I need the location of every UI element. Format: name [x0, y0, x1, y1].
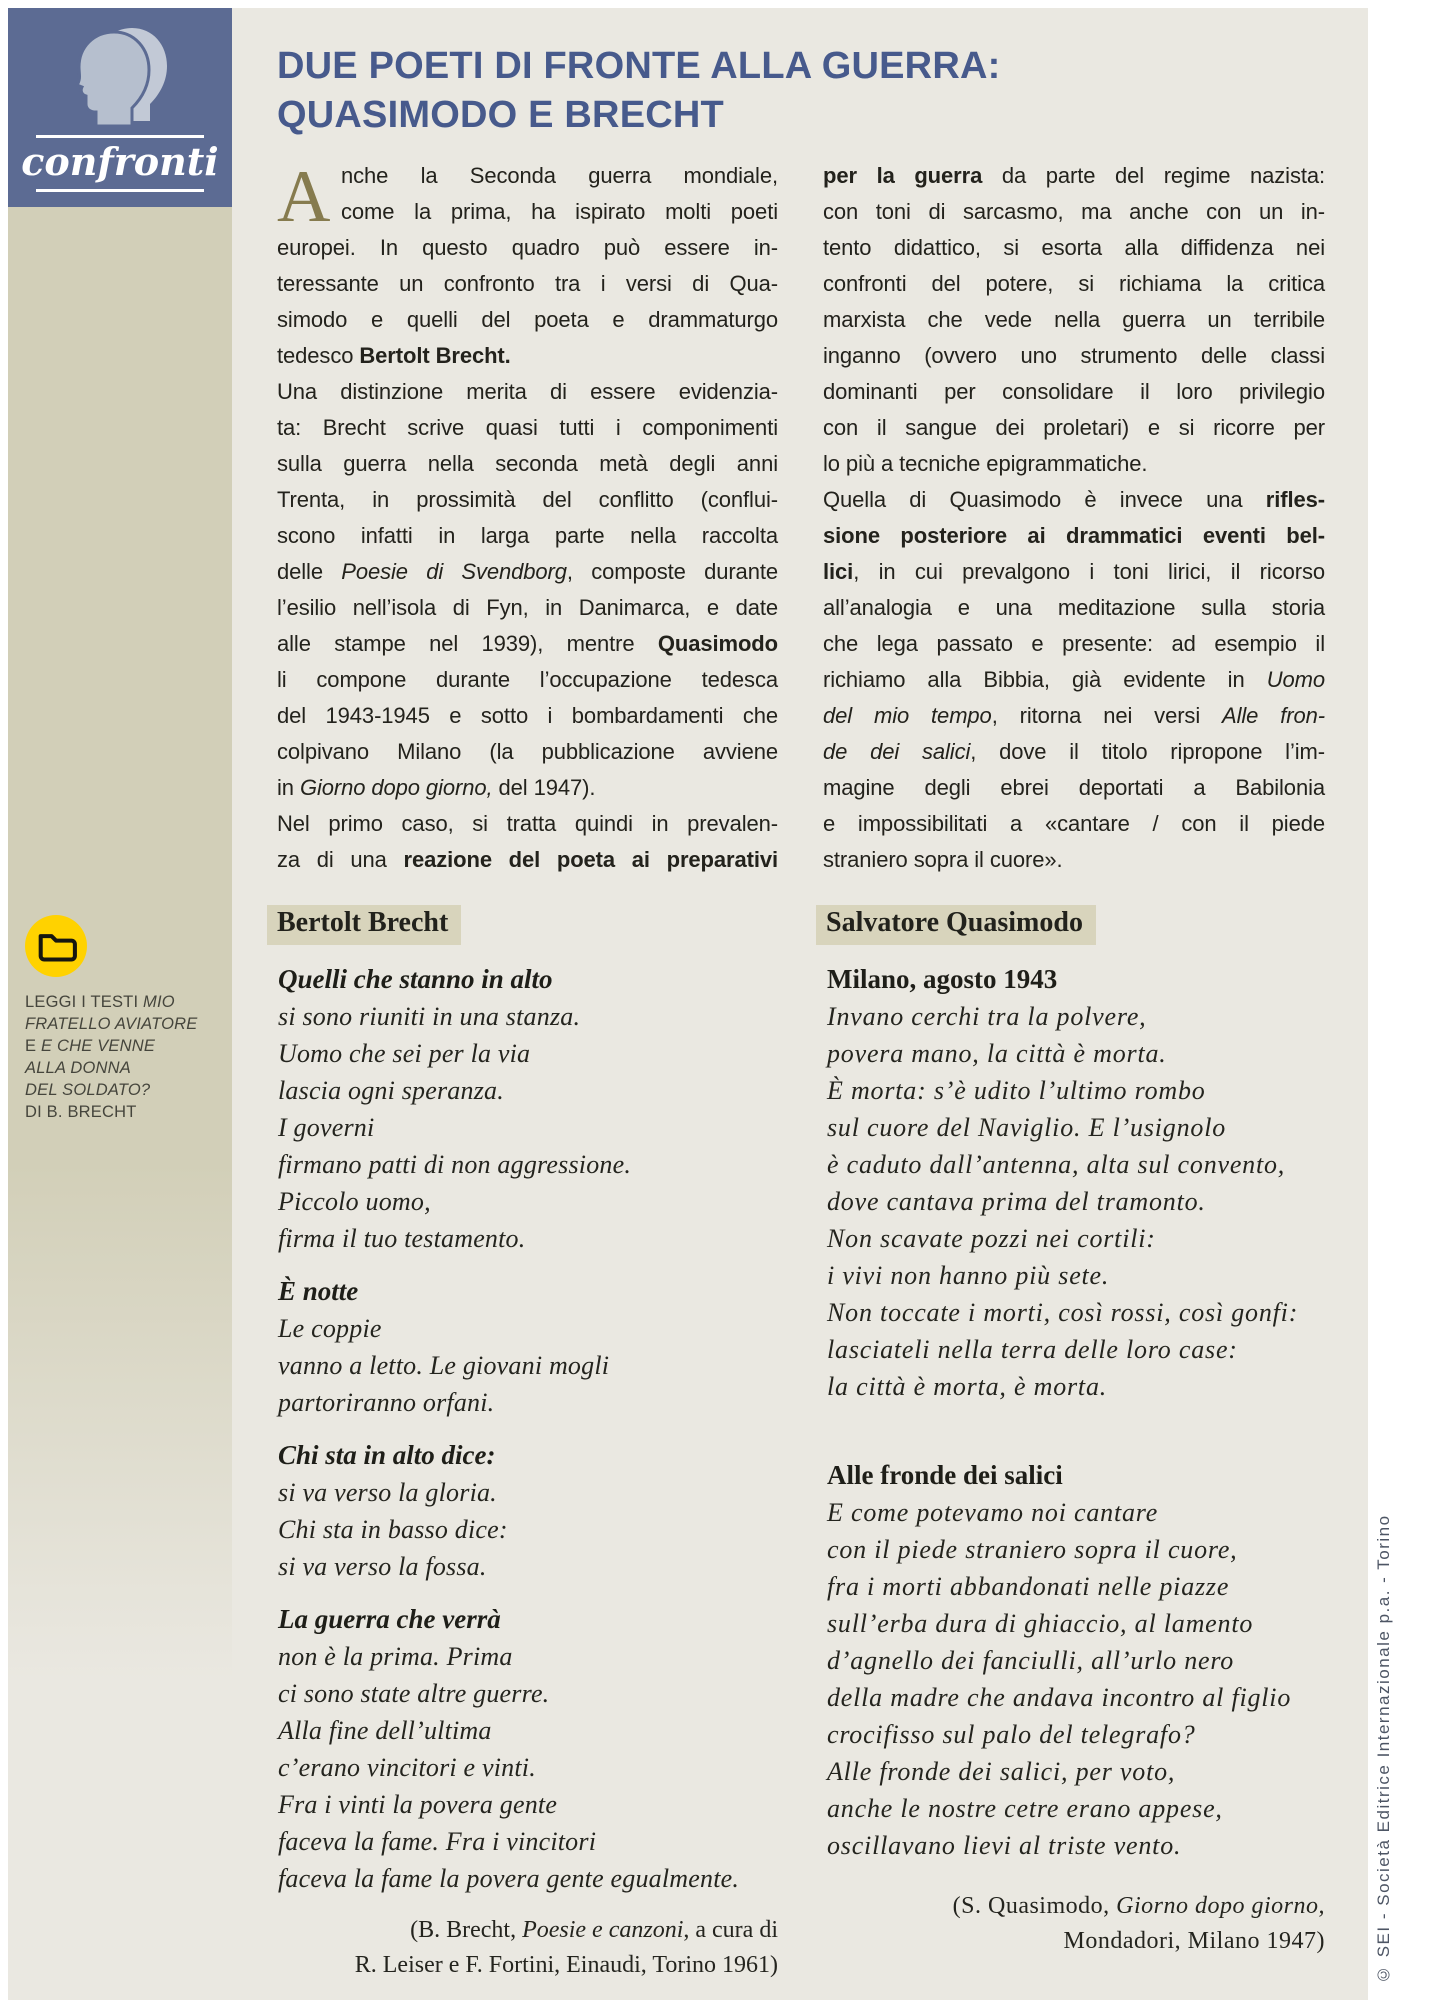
- text-run: dominanti per consolidare il loro privilegio: [823, 379, 1325, 404]
- drop-cap: A: [277, 156, 331, 238]
- poem-line: anche le nostre cetre erano appese,: [827, 1794, 1223, 1823]
- text-run: DI B. BRECHT: [25, 1103, 137, 1121]
- text-run: R. Leiser e F. Fortini, Einaudi, Torino 1961): [354, 1952, 778, 1978]
- reading-suggestion: [8, 915, 232, 1123]
- poem-line: ci sono state altre guerre.: [278, 1679, 550, 1708]
- text-run: all’analogia e una meditazione sulla storia: [823, 595, 1325, 620]
- poem: [278, 1273, 778, 1421]
- brecht-poems: [278, 961, 778, 1897]
- intro-line: [823, 770, 1325, 806]
- text-run: Mondadori, Milano 1947): [1063, 1928, 1325, 1954]
- text-run: straniero sopra il cuore».: [823, 847, 1063, 872]
- text-run: lo più a tecniche epigrammatiche.: [823, 451, 1148, 476]
- intro-line: [823, 410, 1325, 446]
- intro-column-2-text: [823, 158, 1325, 878]
- intro-line: [277, 842, 778, 878]
- intro-line: [823, 266, 1325, 302]
- text-run: Quasimodo: [657, 631, 778, 656]
- poem-line: dove cantava prima del tramonto.: [827, 1187, 1206, 1216]
- poem-title: Alle fronde dei salici: [827, 1460, 1063, 1490]
- text-run: scono infatti in larga parte nella raccolta: [277, 523, 778, 548]
- poem-line: faceva la fame la povera gente egualmente.: [278, 1864, 740, 1893]
- note-line: [25, 1013, 232, 1035]
- page-title: [277, 42, 1000, 140]
- text-run: , composte durante: [566, 559, 778, 584]
- text-run: l’esilio nell’isola di Fyn, in Danimarca, e date: [277, 595, 778, 620]
- poem: [827, 961, 1325, 1405]
- text-run: , dove il titolo ripropone l’im-: [970, 739, 1325, 764]
- poem-line: Le coppie: [278, 1314, 382, 1343]
- text-run: (S. Quasimodo,: [952, 1893, 1117, 1919]
- text-run: , ritorna nei versi: [991, 703, 1223, 728]
- intro-line: [277, 302, 778, 338]
- text-run: de dei salici: [823, 739, 971, 764]
- copyright-vertical: © SEI - Società Editrice Internazionale p.a. - Torino: [1374, 1514, 1393, 1984]
- intro-line: [823, 626, 1325, 662]
- intro-line: [277, 194, 778, 230]
- poem-line: è caduto dall’antenna, alta sul convento,: [827, 1150, 1286, 1179]
- quasimodo-source-attribution: [816, 1889, 1325, 1959]
- poem-line: Piccolo uomo,: [278, 1187, 431, 1216]
- poem-line: Chi sta in basso dice:: [278, 1515, 508, 1544]
- poem-line: faceva la fame. Fra i vincitori: [278, 1827, 597, 1856]
- intro-line: [823, 194, 1325, 230]
- page-title-line1: DUE POETI DI FRONTE ALLA GUERRA:: [277, 45, 1001, 87]
- text-run: ta: Brecht scrive quasi tutti i componimenti: [277, 415, 778, 440]
- poem-line: sul cuore del Naviglio. E l’usignolo: [827, 1113, 1227, 1142]
- text-run: del 1943-1945 e sotto i bombardamenti che: [277, 703, 778, 728]
- text-run: alle stampe nel 1939), mentre: [277, 631, 658, 656]
- poem-line: crocifisso sul palo del telegrafo?: [827, 1720, 1196, 1749]
- poem-line: Alla fine dell’ultima: [278, 1716, 492, 1745]
- text-run: Uomo: [1266, 667, 1325, 692]
- intro-line: [277, 374, 778, 410]
- folder-icon: [25, 915, 87, 977]
- text-run: da parte del regime nazista:: [982, 163, 1325, 188]
- poem-line: si sono riuniti in una stanza.: [278, 1002, 581, 1031]
- intro-column-1-text: [277, 158, 778, 878]
- poem-title: È notte: [278, 1276, 359, 1306]
- intro-line: [823, 698, 1325, 734]
- poem: [278, 1437, 778, 1585]
- intro-line: [277, 554, 778, 590]
- poem-line: E come potevamo noi cantare: [827, 1498, 1159, 1527]
- poem-line: firmano patti di non aggressione.: [278, 1150, 632, 1179]
- intro-line: [277, 230, 778, 266]
- intro-line: [823, 806, 1325, 842]
- poem-line: si va verso la gloria.: [278, 1478, 497, 1507]
- poem-line: Uomo che sei per la via: [278, 1039, 531, 1068]
- text-run: richiamo alla Bibbia, già evidente in: [823, 667, 1267, 692]
- page-title-line2: QUASIMODO E BRECHT: [277, 94, 724, 136]
- reading-suggestion-text: [25, 991, 232, 1123]
- intro-column-1: [277, 158, 778, 878]
- poem-line: non è la prima. Prima: [278, 1642, 513, 1671]
- brecht-section: [267, 905, 778, 1983]
- poem: [278, 961, 778, 1257]
- poem-line: lascia ogni speranza.: [278, 1076, 504, 1105]
- poem-line: Non toccate i morti, così rossi, così gonfi:: [827, 1298, 1299, 1327]
- intro-column-2: [823, 158, 1325, 878]
- brand-rule-bottom: [36, 189, 204, 192]
- intro-line: [277, 590, 778, 626]
- intro-line: [277, 518, 778, 554]
- page: [8, 8, 1368, 2000]
- text-run: con toni di sarcasmo, ma anche con un in-: [823, 199, 1325, 224]
- text-run: teressante un confronto tra i versi di Qua-: [277, 271, 778, 296]
- text-run: sulla guerra nella seconda metà degli anni: [277, 451, 778, 476]
- intro-line: [823, 518, 1325, 554]
- note-line: [25, 1035, 232, 1057]
- text-run: simodo e quelli del poeta e drammaturgo: [277, 307, 778, 332]
- text-run: Quella di Quasimodo è invece una: [823, 487, 1266, 512]
- intro-line: [823, 554, 1325, 590]
- intro-line: [277, 734, 778, 770]
- text-run: FRATELLO AVIATORE: [25, 1015, 198, 1033]
- text-run: marxista che vede nella guerra un terribile: [823, 307, 1325, 332]
- intro-line: [277, 806, 778, 842]
- text-run: del 1947).: [492, 775, 596, 800]
- intro-line: [277, 698, 778, 734]
- text-run: per la guerra: [823, 163, 983, 188]
- text-run: Giorno dopo giorno,: [299, 775, 493, 800]
- text-run: li compone durante l’occupazione tedesca: [277, 667, 778, 692]
- text-run: Giorno dopo giorno,: [1116, 1893, 1325, 1919]
- text-run: DEL SOLDATO?: [25, 1081, 151, 1099]
- text-run: delle: [277, 559, 342, 584]
- poem-line: della madre che andava incontro al figlio: [827, 1683, 1292, 1712]
- text-run: inganno (ovvero uno strumento delle classi: [823, 343, 1325, 368]
- poem-line: Alle fronde dei salici, per voto,: [827, 1757, 1176, 1786]
- intro-line: [277, 410, 778, 446]
- sidebar: [8, 8, 232, 2000]
- intro-line: [277, 662, 778, 698]
- poem-line: Fra i vinti la povera gente: [278, 1790, 558, 1819]
- text-run: rifles-: [1265, 487, 1325, 512]
- poem-line: Invano cerchi tra la polvere,: [827, 1002, 1147, 1031]
- intro-line: [277, 338, 778, 374]
- poem-line: Non scavate pozzi nei cortili:: [827, 1224, 1156, 1253]
- text-run: tedesco: [277, 343, 360, 368]
- intro-line: [823, 842, 1325, 878]
- note-line: [25, 1057, 232, 1079]
- text-run: Una distinzione merita di essere evidenzia-: [277, 379, 778, 404]
- note-line: [25, 991, 232, 1013]
- attr-line: [267, 1913, 778, 1948]
- text-run: nche la Seconda guerra mondiale,: [341, 163, 778, 188]
- attr-line: [267, 1948, 778, 1983]
- confronti-badge: [8, 8, 232, 207]
- intro-line: [823, 374, 1325, 410]
- intro-line: [277, 770, 778, 806]
- text-run: Poesie e canzoni: [522, 1917, 684, 1943]
- text-run: LEGGI I TESTI: [25, 993, 144, 1011]
- poem-line: sull’erba dura di ghiaccio, al lamento: [827, 1609, 1254, 1638]
- text-run: che lega passato e presente: ad esempio il: [823, 631, 1325, 656]
- text-run: E: [25, 1037, 41, 1055]
- poem-line: c’erano vincitori e vinti.: [278, 1753, 536, 1782]
- poem-line: fra i morti abbandonati nelle piazze: [827, 1572, 1230, 1601]
- text-run: Poesie di Svendborg: [341, 559, 567, 584]
- text-run: reazione del poeta ai preparativi: [403, 847, 778, 872]
- text-run: (B. Brecht,: [410, 1917, 523, 1943]
- intro-line: [277, 266, 778, 302]
- text-run: Bertolt Brecht.: [359, 343, 511, 368]
- poem-title: Chi sta in alto dice:: [278, 1440, 496, 1470]
- text-run: Trenta, in prossimità del conflitto (conflui-: [277, 487, 778, 512]
- poem-title: Milano, agosto 1943: [827, 964, 1058, 994]
- intro-line: [823, 446, 1325, 482]
- intro-line: [823, 230, 1325, 266]
- poem-line: povera mano, la città è morta.: [827, 1039, 1167, 1068]
- quasimodo-section: [816, 905, 1325, 1959]
- poem-line: vanno a letto. Le giovani mogli: [278, 1351, 610, 1380]
- attr-line: [816, 1924, 1325, 1959]
- poem-line: lasciateli nella terra delle loro case:: [827, 1335, 1238, 1364]
- intro-line: [823, 302, 1325, 338]
- poem: [278, 1601, 778, 1897]
- note-line: [25, 1101, 232, 1123]
- text-run: del mio tempo: [823, 703, 992, 728]
- intro-line: [277, 158, 778, 194]
- poem-line: partoriranno orfani.: [278, 1388, 495, 1417]
- text-run: e impossibilitati a «cantare / con il piede: [823, 811, 1325, 836]
- text-run: colpivano Milano (la pubblicazione avviene: [277, 739, 778, 764]
- text-run: con il sangue dei proletari) e si ricorre per: [823, 415, 1325, 440]
- poem-line: È morta: s’è udito l’ultimo rombo: [827, 1076, 1206, 1105]
- text-run: magine degli ebrei deportati a Babilonia: [823, 775, 1325, 800]
- intro-line: [823, 590, 1325, 626]
- text-run: MIO: [143, 993, 175, 1011]
- text-run: za di una: [277, 847, 404, 872]
- intro-line: [823, 158, 1325, 194]
- confronti-label: confronti: [21, 139, 219, 184]
- poet-name-header-brecht: Bertolt Brecht: [267, 905, 461, 945]
- poem-line: con il piede straniero sopra il cuore,: [827, 1535, 1238, 1564]
- text-run: , a cura di: [683, 1917, 778, 1943]
- intro-line: [277, 626, 778, 662]
- text-run: E CHE VENNE: [41, 1037, 156, 1055]
- poem-line: la città è morta, è morta.: [827, 1372, 1108, 1401]
- quasimodo-poems: [827, 961, 1325, 1864]
- text-run: lici: [823, 559, 854, 584]
- text-run: ALLA DONNA: [25, 1059, 131, 1077]
- brecht-source-attribution: [267, 1913, 778, 1983]
- text-run: come la prima, ha ispirato molti poeti: [341, 199, 778, 224]
- poem-line: si va verso la fossa.: [278, 1552, 487, 1581]
- text-run: in: [277, 775, 300, 800]
- text-run: tento didattico, si esorta alla diffidenza nei: [823, 235, 1325, 260]
- intro-line: [823, 338, 1325, 374]
- poem-line: firma il tuo testamento.: [278, 1224, 526, 1253]
- poet-name-header-quasimodo: Salvatore Quasimodo: [816, 905, 1096, 945]
- text-run: confronti del potere, si richiama la critica: [823, 271, 1325, 296]
- poem-line: oscillavano lievi al triste vento.: [827, 1831, 1182, 1860]
- intro-line: [277, 446, 778, 482]
- intro-line: [823, 482, 1325, 518]
- two-heads-icon: [66, 24, 174, 130]
- note-line: [25, 1079, 232, 1101]
- attr-line: [816, 1889, 1325, 1924]
- poem-title: La guerra che verrà: [278, 1604, 501, 1634]
- intro-line: [823, 734, 1325, 770]
- poem-line: i vivi non hanno più sete.: [827, 1261, 1110, 1290]
- intro-line: [823, 662, 1325, 698]
- text-run: Alle fron-: [1222, 703, 1325, 728]
- text-run: Nel primo caso, si tratta quindi in prevalen-: [277, 811, 778, 836]
- text-run: sione posteriore ai drammatici eventi bel-: [823, 523, 1325, 548]
- text-run: europei. In questo quadro può essere in-: [277, 235, 778, 260]
- poem-line: I governi: [278, 1113, 375, 1142]
- poem-line: d’agnello dei fanciulli, all’urlo nero: [827, 1646, 1235, 1675]
- text-run: , in cui prevalgono i toni lirici, il ricorso: [853, 559, 1325, 584]
- intro-line: [277, 482, 778, 518]
- poem-title: Quelli che stanno in alto: [278, 964, 553, 994]
- poem: [827, 1457, 1325, 1864]
